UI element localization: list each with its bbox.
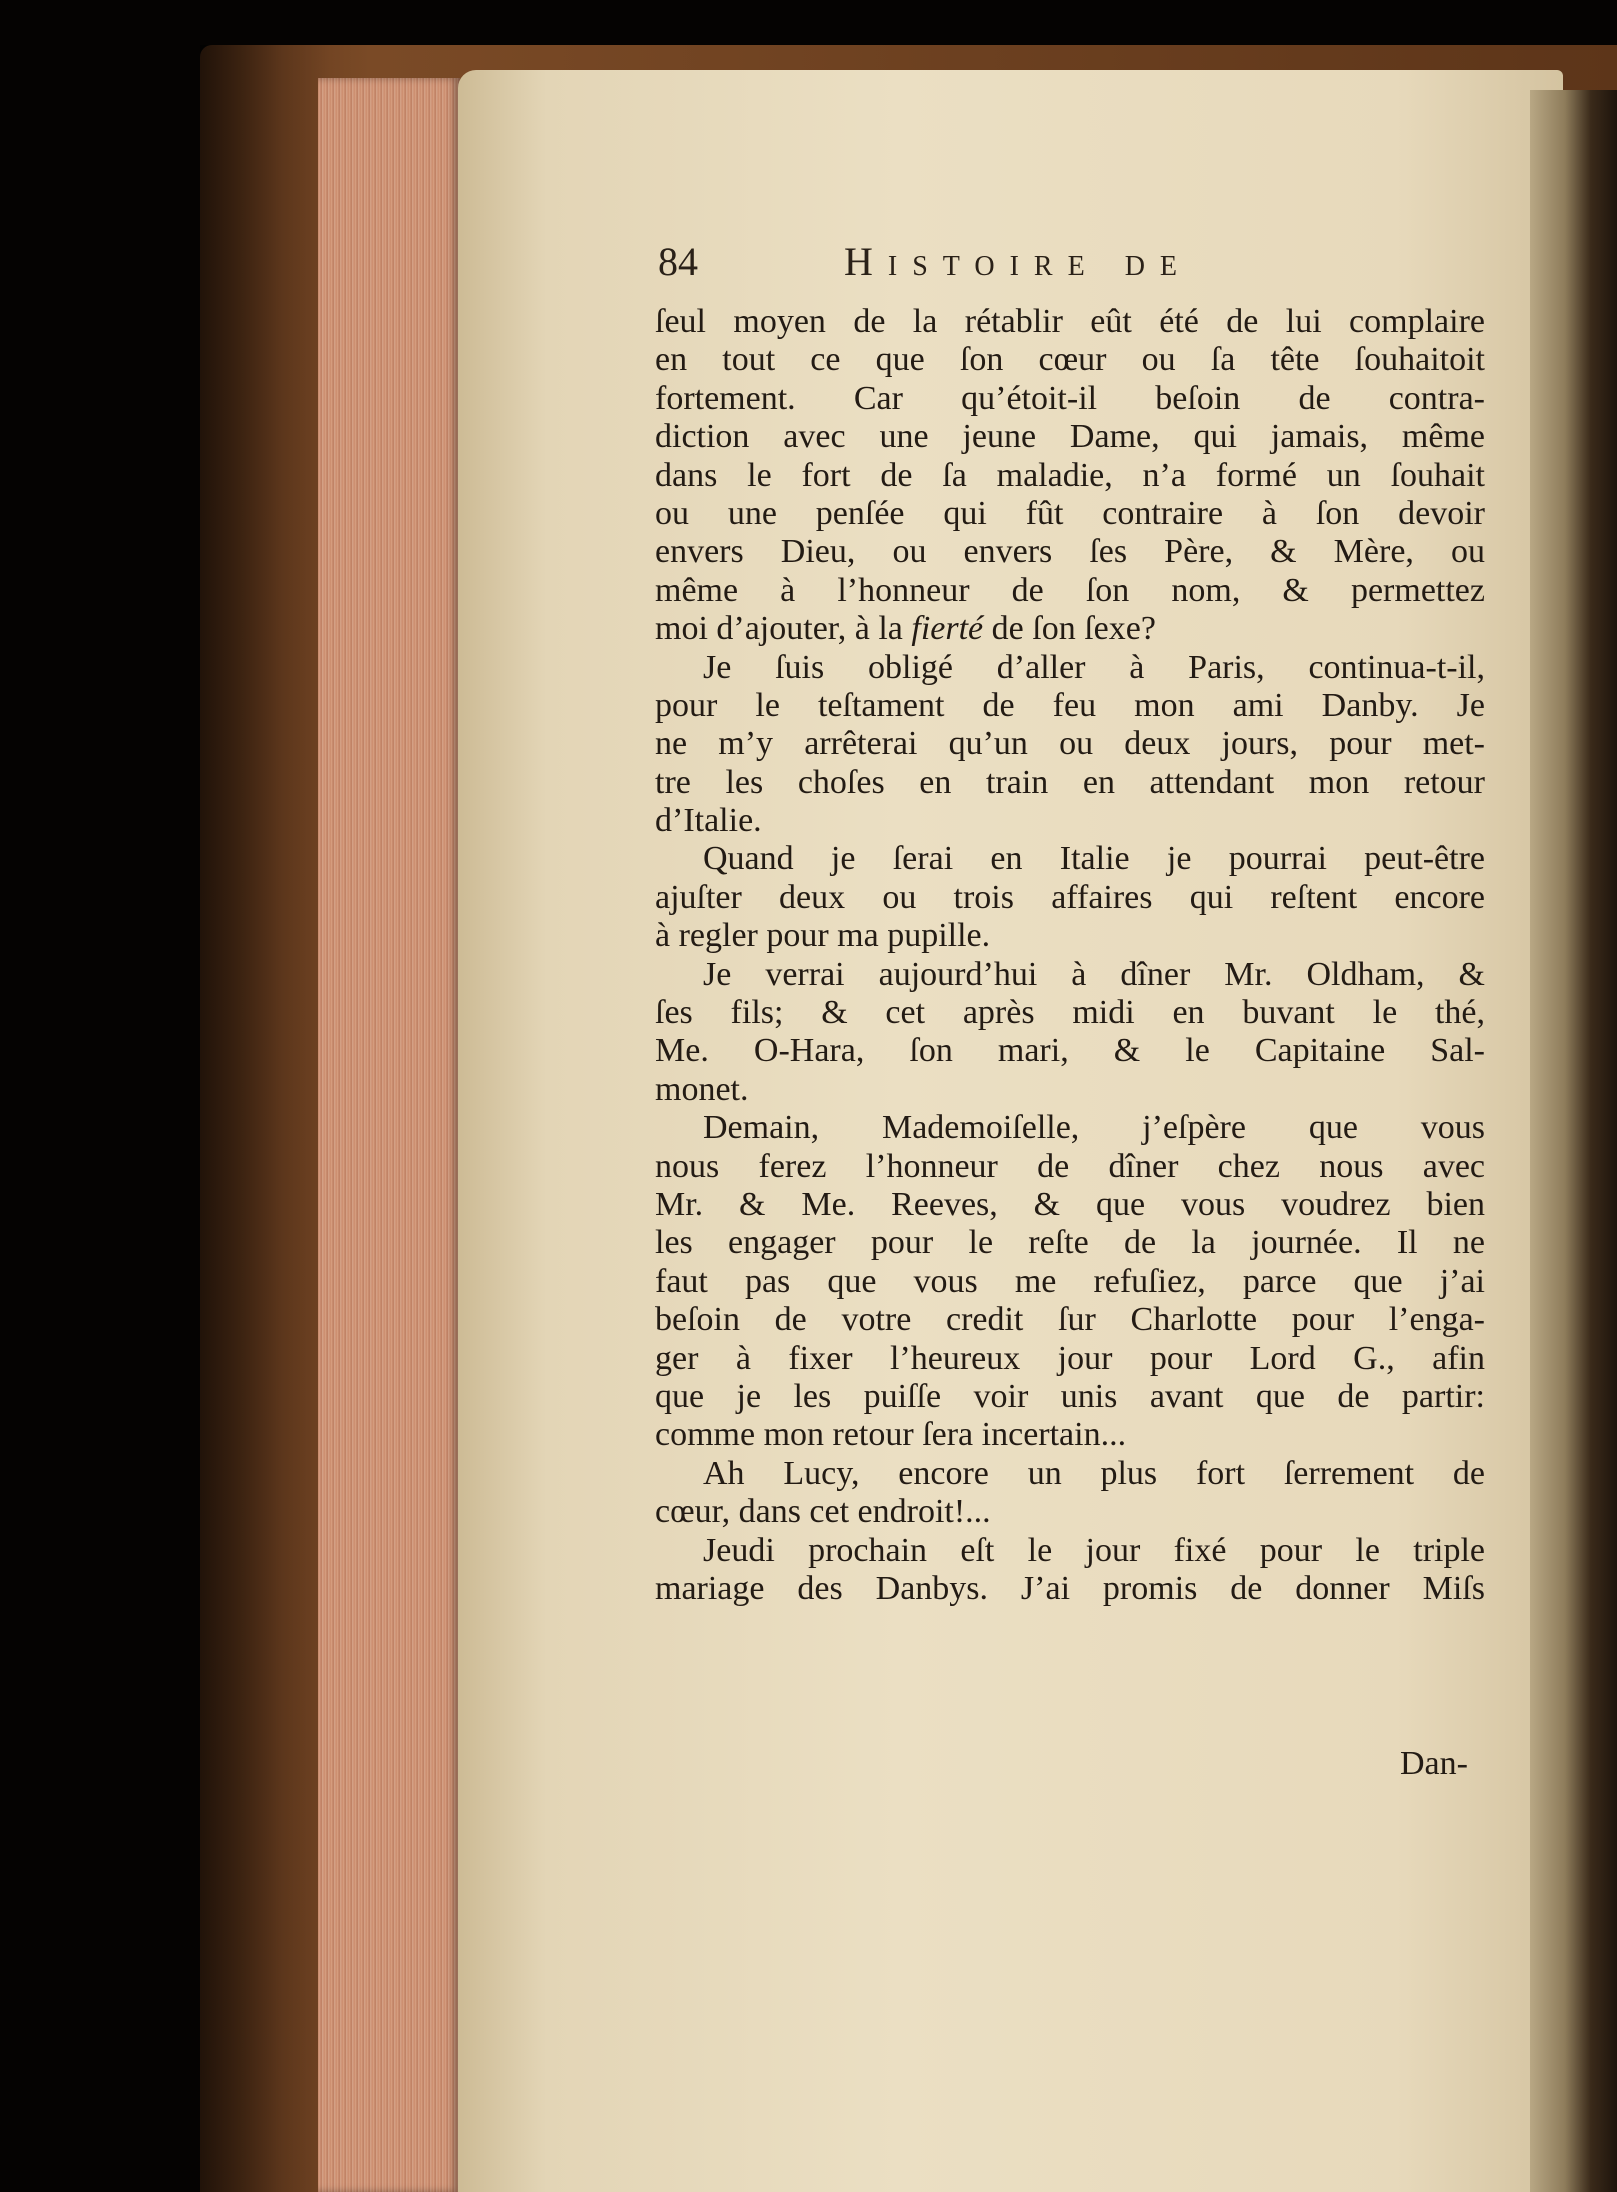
text-line: ou une penſée qui fût contraire à ſon devoir (655, 494, 1485, 532)
text-line: Je verrai aujourd’hui à dîner Mr. Oldham, & (703, 955, 1485, 993)
cover-shadow (200, 45, 330, 2192)
italic-word: fierté (911, 610, 984, 648)
text-line: moi d’ajouter, à la fierté de ſon ſexe? (655, 610, 1156, 648)
running-title: Histoire de (844, 239, 1193, 284)
text-line: faut pas que vous me refuſiez, parce que j’ai (655, 1262, 1485, 1300)
text-line: monet. (655, 1070, 749, 1108)
text-line: ajuſter deux ou trois affaires qui reſtent encore (655, 878, 1485, 916)
text-line: Jeudi prochain eſt le jour fixé pour le triple (703, 1531, 1485, 1569)
text-line: ſes fils; & cet après midi en buvant le thé, (655, 994, 1485, 1032)
text-line: même à l’honneur de ſon nom, & permettez (655, 571, 1485, 609)
text-line: Ah Lucy, encore un plus fort ſerrement de (703, 1454, 1485, 1492)
text-line: Demain, Mademoiſelle, j’eſpère que vous (703, 1109, 1485, 1147)
text-line: les engager pour le reſte de la journée. Il ne (655, 1224, 1485, 1262)
text-line: d’Italie. (655, 802, 762, 840)
text-line: ger à fixer l’heureux jour pour Lord G., afin (655, 1339, 1485, 1377)
text-line: comme mon retour ſera incertain... (655, 1416, 1127, 1454)
text-line: en tout ce que ſon cœur ou ſa tête ſouhaitoit (655, 341, 1485, 379)
text-line: beſoin de votre credit ſur Charlotte pour l’enga- (655, 1301, 1485, 1339)
text-line: Mr. & Me. Reeves, & que vous voudrez bien (655, 1185, 1485, 1223)
text-line: que je les puiſſe voir unis avant que de partir: (655, 1377, 1485, 1415)
text-line: fortement. Car qu’étoit-il beſoin de contra- (655, 379, 1485, 417)
text-line: cœur, dans cet endroit!... (655, 1493, 991, 1531)
text-line: Me. O-Hara, ſon mari, & le Capitaine Sal- (655, 1032, 1485, 1070)
text-line: ne m’y arrêterai qu’un ou deux jours, pour met- (655, 725, 1485, 763)
text-line: nous ferez l’honneur de dîner chez nous avec (655, 1147, 1485, 1185)
text-line: tre les choſes en train en attendant mon retour (655, 763, 1485, 801)
text-line: à regler pour ma pupille. (655, 917, 991, 955)
page-header (658, 238, 1458, 298)
page-number: 84 (658, 239, 698, 284)
text-line: dans le fort de ſa maladie, n’a formé un ſouhait (655, 456, 1485, 494)
body-text (655, 303, 1485, 1608)
page-gutter (1530, 90, 1617, 2192)
text-line: mariage des Danbys. J’ai promis de donner Miſs (655, 1569, 1485, 1607)
catchword: Dan- (1400, 1745, 1468, 1782)
text-line: pour le teſtament de feu mon ami Danby. Je (655, 686, 1485, 724)
text-line: Je ſuis obligé d’aller à Paris, continua-t-il, (703, 648, 1485, 686)
text-line: ſeul moyen de la rétablir eût été de lui complaire (655, 303, 1485, 340)
page-edges (318, 78, 460, 2192)
text-line: diction avec une jeune Dame, qui jamais, même (655, 418, 1485, 456)
text-line: Quand je ſerai en Italie je pourrai peut-être (703, 840, 1485, 878)
text-line: envers Dieu, ou envers ſes Père, & Mère, ou (655, 533, 1485, 571)
